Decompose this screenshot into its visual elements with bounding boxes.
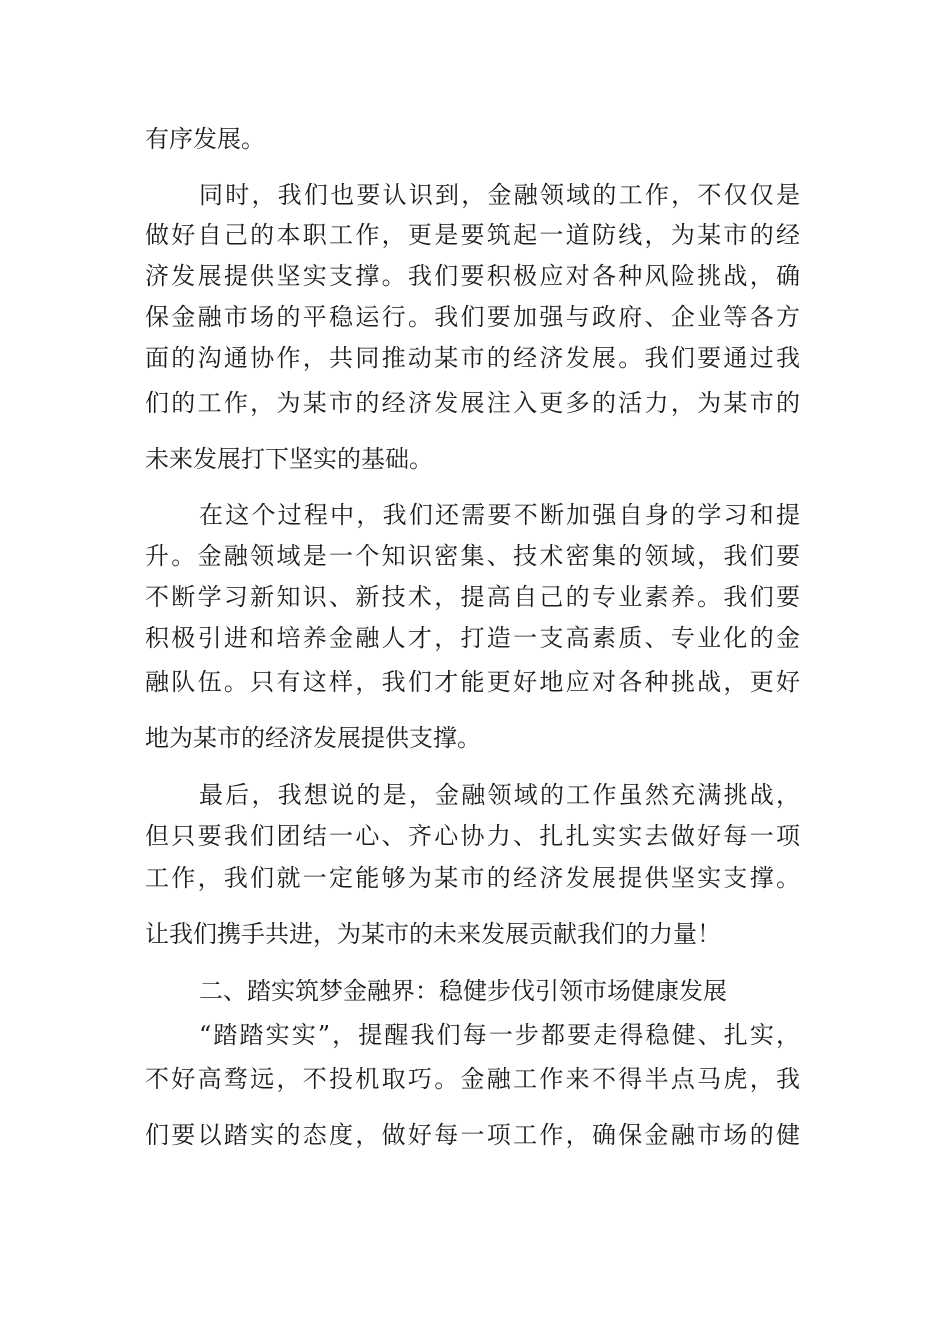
text-line: 工作，我们就一定能够为某市的经济发展提供坚实支撑。 [145,864,800,892]
section-heading: 二、踏实筑梦金融界：稳健步伐引领市场健康发展 [199,977,727,1005]
text-line: 保金融市场的平稳运行。我们要加强与政府、企业等各方 [145,303,800,331]
text-line: 济发展提供坚实支撑。我们要积极应对各种风险挑战，确 [145,262,800,290]
text-line: 不断学习新知识、新技术，提高自己的专业素养。我们要 [145,583,800,611]
text-line: 融队伍。只有这样，我们才能更好地应对各种挑战，更好 [145,668,800,696]
paragraph-first-line: 最后，我想说的是，金融领域的工作虽然充满挑战， [199,781,800,809]
text-line: 们的工作，为某市的经济发展注入更多的活力，为某市的 [145,389,800,417]
paragraph-first-line: 同时，我们也要认识到，金融领域的工作，不仅仅是 [199,181,800,209]
paragraph-first-line: “踏踏实实”，提醒我们每一步都要走得稳健、扎实， [199,1021,800,1049]
text-line: 积极引进和培养金融人才，打造一支高素质、专业化的金 [145,624,800,652]
paragraph-first-line: 在这个过程中，我们还需要不断加强自身的学习和提 [199,501,800,529]
text-line: 地为某市的经济发展提供支撑。 [145,724,481,752]
text-line: 做好自己的本职工作，更是要筑起一道防线，为某市的经 [145,221,800,249]
text-line: 未来发展打下坚实的基础。 [145,445,433,473]
text-line: 有序发展。 [145,125,265,153]
text-line: 们要以踏实的态度，做好每一项工作，确保金融市场的健 [145,1121,800,1149]
text-line: 升。金融领域是一个知识密集、技术密集的领域，我们要 [145,542,800,570]
text-line: 让我们携手共进，为某市的未来发展贡献我们的力量！ [145,920,721,948]
text-line: 不好高骛远，不投机取巧。金融工作来不得半点马虎，我 [145,1065,800,1093]
text-line: 但只要我们团结一心、齐心协力、扎扎实实去做好每一项 [145,822,800,850]
text-line: 面的沟通协作，共同推动某市的经济发展。我们要通过我 [145,344,800,372]
